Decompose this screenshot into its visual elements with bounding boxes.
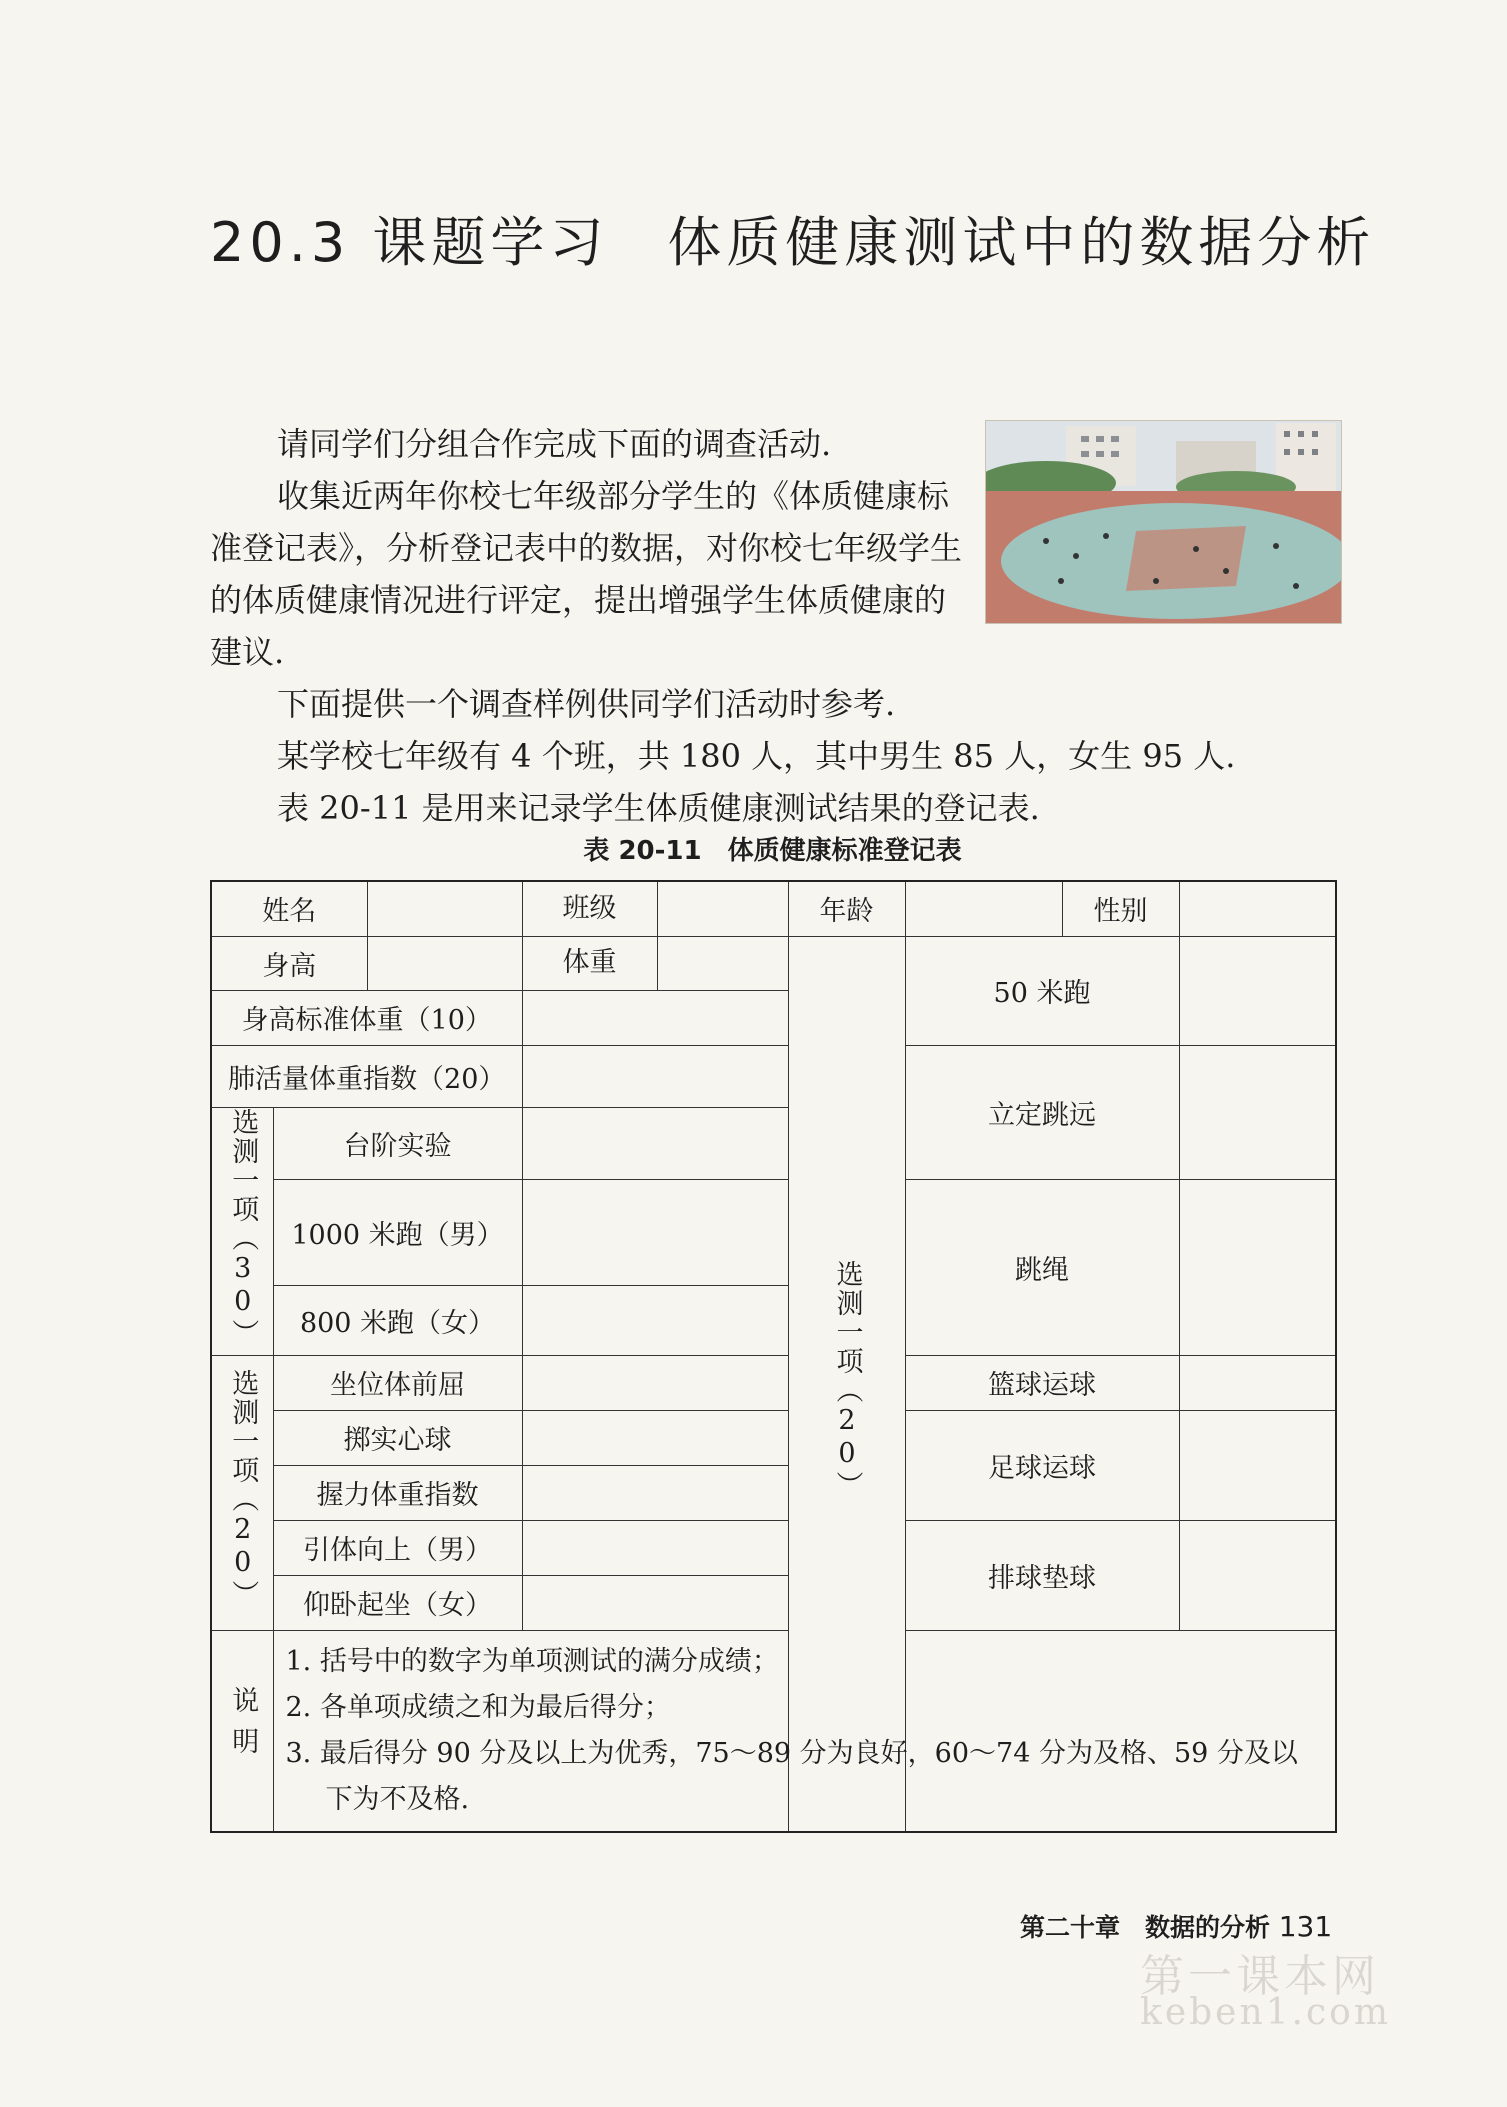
group3-item-2: 立定跳远 — [905, 1045, 1179, 1179]
gender-label: 性别 — [1062, 881, 1179, 936]
group2-value-3[interactable] — [522, 1465, 788, 1520]
group1-value-3[interactable] — [522, 1285, 788, 1355]
paragraph-4: 某学校七年级有 4 个班，共 180 人，其中男生 85 人，女生 95 人. — [277, 737, 1236, 775]
group3-value-5[interactable] — [1179, 1410, 1336, 1520]
paragraph-1: 请同学们分组合作完成下面的调查活动. — [277, 425, 832, 463]
notes-label-cell — [211, 1630, 273, 1832]
group2-item-4: 引体向上（男） — [273, 1520, 522, 1575]
height-label: 身高 — [211, 936, 367, 990]
name-label: 姓名 — [211, 881, 367, 936]
watermark-brand: 第一课本网 — [1140, 1951, 1380, 2002]
group2-item-3: 握力体重指数 — [273, 1465, 522, 1520]
health-record-table — [210, 880, 1337, 1833]
group2-label-cell — [211, 1355, 273, 1630]
group3-value-2[interactable] — [1179, 1045, 1336, 1179]
group3-value-3[interactable] — [1179, 1179, 1336, 1355]
group2-value-1[interactable] — [522, 1355, 788, 1410]
paragraph-3: 下面提供一个调查样例供同学们活动时参考. — [277, 685, 896, 723]
class-value[interactable] — [658, 882, 788, 936]
group3-value-1[interactable] — [1179, 936, 1336, 1045]
group1-value-2[interactable] — [522, 1179, 788, 1285]
group3-value-6[interactable] — [1179, 1520, 1336, 1630]
page-footer — [1020, 1908, 1340, 1944]
group1-label-cell — [211, 1107, 273, 1355]
table-caption: 表 20-11 体质健康标准登记表 — [583, 836, 962, 866]
group1-item-3: 800 米跑（女） — [273, 1285, 522, 1355]
name-value[interactable] — [367, 881, 522, 936]
group3-item-3: 跳绳 — [905, 1179, 1179, 1355]
group1-item-1: 台阶实验 — [273, 1107, 522, 1179]
notes-cell — [273, 1630, 1336, 1832]
height-value[interactable] — [367, 936, 522, 990]
paragraph-2: 收集近两年你校七年级部分学生的《体质健康标准登记表》，分析登记表中的数据，对你校七年级学生的体质健康情况进行评定，提出增强学生体质健康的建议. — [210, 477, 963, 671]
section-title: 20.3 课题学习 体质健康测试中的数据分析 — [210, 211, 1376, 274]
class-label: 班级 — [523, 882, 658, 936]
group3-value-4[interactable] — [1179, 1355, 1336, 1410]
group3-item-1: 50 米跑 — [905, 936, 1179, 1045]
group2-value-5[interactable] — [522, 1575, 788, 1630]
group1-label: 选测一项（30） — [227, 1107, 259, 1348]
paragraph-5: 表 20-11 是用来记录学生体质健康测试结果的登记表. — [277, 789, 1040, 827]
age-value[interactable] — [906, 882, 1062, 936]
group2-value-2[interactable] — [522, 1410, 788, 1465]
group3-label: 选测一项（20） — [831, 1260, 863, 1500]
age-label: 年龄 — [788, 881, 905, 936]
page-number: 131 — [1278, 1910, 1333, 1943]
group3-item-5: 足球运球 — [905, 1410, 1179, 1520]
group1-value-1[interactable] — [522, 1107, 788, 1179]
watermark-url: keben1.com — [1140, 1992, 1391, 2033]
group3-item-6: 排球垫球 — [905, 1520, 1179, 1630]
chapter-label: 第二十章 数据的分析 — [1020, 1913, 1271, 1942]
weight-value[interactable] — [658, 937, 788, 990]
weight-cell — [522, 936, 788, 990]
gender-value[interactable] — [1179, 881, 1336, 936]
class-cell — [522, 881, 788, 936]
group2-item-1: 坐位体前屈 — [273, 1355, 522, 1410]
vital-capacity-value[interactable] — [522, 1045, 788, 1107]
group2-value-4[interactable] — [522, 1520, 788, 1575]
group1-item-2: 1000 米跑（男） — [273, 1179, 522, 1285]
height-std-weight-label: 身高标准体重（10） — [211, 990, 522, 1045]
group2-item-2: 掷实心球 — [273, 1410, 522, 1465]
group3-item-4: 篮球运球 — [905, 1355, 1179, 1410]
notes-label: 说明 — [227, 1686, 259, 1768]
sports-field-photo — [985, 420, 1342, 624]
note-1: 1. 括号中的数字为单项测试的满分成绩； — [285, 1645, 779, 1677]
weight-label: 体重 — [523, 937, 658, 990]
note-2: 2. 各单项成绩之和为最后得分； — [285, 1691, 671, 1723]
group2-label: 选测一项（20） — [227, 1369, 259, 1609]
vital-capacity-label: 肺活量体重指数（20） — [211, 1045, 522, 1107]
age-gender-cell — [905, 881, 1062, 936]
height-std-weight-value[interactable] — [522, 990, 788, 1045]
note-3: 3. 最后得分 90 分及以上为优秀，75～89 分为良好，60～74 分为及格、59 分及以下为不及格. — [285, 1737, 1298, 1815]
group2-item-5: 仰卧起坐（女） — [273, 1575, 522, 1630]
